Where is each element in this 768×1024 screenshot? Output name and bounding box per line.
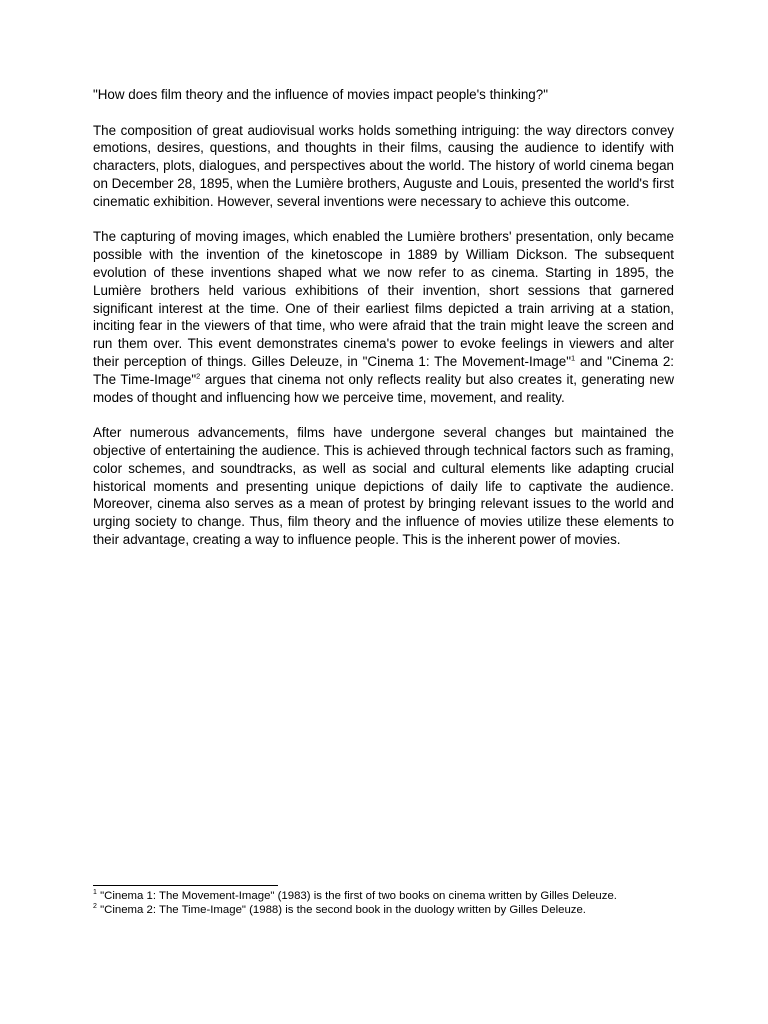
paragraph-2: [93, 228, 674, 406]
paragraph-1: The composition of great audiovisual works holds something intriguing: the way directors convey emotions, desires, questions, and thoughts in their films, causing the audience to identify with characters, plots, dialogues, and perspectives about the world. The history of world cinema began on December 28, 1895, when the Lumière brothers, Auguste and Louis, presented the world's first cinematic exhibition. However, several inventions were necessary to achieve this outcome.: [93, 122, 674, 209]
footnote-marker-2: 2: [93, 903, 97, 911]
paragraph-2-text-b: and "Cinema 2: The Time-Image": [93, 353, 674, 387]
document-body: [93, 86, 674, 567]
document-title: "How does film theory and the influence of movies impact people's thinking?": [93, 87, 548, 102]
paragraph-2-text-c: argues that cinema not only reflects reality but also creates it, generating new modes of thought and influencing how we perceive time, movement, and reality.: [93, 371, 674, 405]
footnote-ref-1: 1: [570, 353, 576, 363]
footnote-marker-1: 1: [93, 889, 97, 897]
footnote-separator: [93, 885, 278, 886]
paragraph-2-text-a: The capturing of moving images, which enabled the Lumière brothers' presentation, only became possible with the invention of the kinetoscope in 1889 by William Dickson. The subsequent evolution of these inventions shaped what we now refer to as cinema. Starting in 1895, the Lumière brothers held various exhibitions of their invention, short sessions that garnered significant interest at the time. One of their earliest films depicted a train arriving at a station, inciting fear in the viewers of that time, who were afraid that the train might leave the screen and run them over. This event demonstrates cinema's power to evoke feelings in viewers and alter their perception of things. Gilles Deleuze, in "Cinema 1: The Movement-Image": [93, 229, 674, 369]
footnotes: [93, 885, 674, 917]
footnote-text-2: "Cinema 2: The Time-Image" (1988) is the second book in the duology written by Gilles Deleuze.: [96, 904, 586, 916]
footnote-ref-2: 2: [196, 371, 201, 381]
paragraph-3: After numerous advancements, films have undergone several changes but maintained the objective of entertaining the audience. This is achieved through technical factors such as framing, color schemes, and soundtracks, as well as social and cultural elements like adapting crucial historical moments and presenting unique depictions of daily life to captivate the audience. Moreover, cinema also serves as a mean of protest by bringing relevant issues to the world and urging society to change. Thus, film theory and the influence of movies utilize these elements to their advantage, creating a way to influence people. This is the inherent power of movies.: [93, 425, 674, 547]
footnote-2: [93, 903, 674, 917]
footnote-text-1: "Cinema 1: The Movement-Image" (1983) is the first of two books on cinema written by Gilles Deleuze.: [96, 890, 617, 902]
footnote-1: [93, 889, 674, 903]
